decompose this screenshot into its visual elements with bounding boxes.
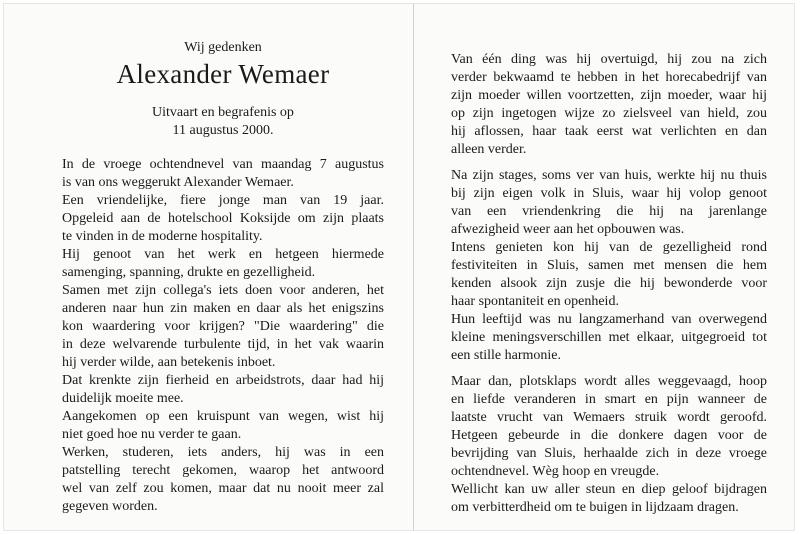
text-line: kleine meningsverschillen met elkaar, uitgegroeid tot	[451, 330, 767, 345]
text-line: patstelling terecht gekomen, waarop het antwoord	[62, 463, 384, 478]
text-line: op zijn ingetogen wijze zo zielsveel van hield, zou	[451, 106, 767, 121]
text-line: anderen naar hun zin maken en daar als het enigszins	[62, 301, 384, 316]
paragraph-gap	[451, 159, 767, 167]
paragraph-gap	[451, 365, 767, 373]
text-line: Hetgeen gebeurde in die donkere dagen voor de	[451, 428, 767, 443]
text-line: Een vriendelijke, fiere jonge man van 19 jaar.	[62, 193, 384, 208]
text-line: Aangekomen op een kruispunt van wegen, wist hij	[62, 409, 384, 424]
text-line: om verbitterdheid om te buigen in lijdzaam dragen.	[451, 500, 739, 515]
text-line: is van ons weggerukt Alexander Wemaer.	[62, 175, 294, 190]
text-line: festiviteiten in Sluis, samen met mensen die hem	[451, 258, 767, 273]
right-text-block	[451, 51, 767, 517]
text-line: bij zijn eigen volk in Sluis, waar hij volop genoot	[451, 186, 767, 201]
text-line: Hij genoot van het werk en hetgeen hiermede	[62, 247, 384, 262]
text-line: samenging, spanning, drukte en gezelligheid.	[62, 265, 316, 280]
text-line: wel van zelf zou komen, maar dat nu nooit meer zal	[62, 481, 384, 496]
text-line: ochtendnevel. Wèg hoop en vreugde.	[451, 464, 660, 479]
text-line: Intens genieten kon hij van de gezelligheid rond	[451, 240, 767, 255]
text-line: kon waardering voor krijgen? "Die waardering" die	[62, 319, 384, 334]
intro-text: Wij gedenken	[184, 40, 262, 55]
text-line: Maar dan, plotsklaps wordt alles weggevaagd, hoop	[451, 374, 767, 389]
text-line: duidelijk moeite mee.	[62, 391, 184, 406]
funeral-notice: Uitvaart en begrafenis op	[152, 105, 294, 120]
text-line: hij aflossen, haar taak eerst wat verlichten en dan	[451, 124, 767, 139]
text-line: afwezigheid weer aan het opbouwen was.	[451, 222, 685, 237]
text-line: bevrijding van Sluis, herhaalde zich in deze vroege	[451, 446, 767, 461]
text-line: van een vriendenkring die hij na jarenlange	[451, 204, 767, 219]
text-line: Samen met zijn collega's iets doen voor anderen, het	[62, 283, 384, 298]
text-line: laatste vrucht van Wemaers struik wordt geroofd.	[451, 410, 767, 425]
text-line: en liefde veranderen in smart en pijn wanneer de	[451, 392, 767, 407]
text-line: Hun leeftijd was nu langzamerhand van overwegend	[451, 312, 767, 327]
text-line: haar spontaniteit en openheid.	[451, 294, 619, 309]
text-line: alleen verder.	[451, 142, 527, 157]
text-line: Na zijn stages, soms ver van huis, werkte hij nu thuis	[451, 168, 767, 183]
text-line: in deze welvarende turbulente tijd, in het vak waarin	[62, 337, 384, 352]
text-line: Dat krenkte zijn fierheid en arbeidstrots, daar had hij	[62, 373, 384, 388]
funeral-date: 11 augustus 2000.	[172, 123, 274, 138]
text-line: Werken, studeren, iets anders, hij was in een	[62, 445, 384, 460]
text-line: Van één ding was hij overtuigd, hij zou na zich	[451, 52, 767, 67]
text-line: In de vroege ochtendnevel van maandag 7 augustus	[62, 157, 384, 172]
text-line: Wellicht kan uw aller steun en diep geloof bijdragen	[451, 482, 767, 497]
text-line: niet goed hoe nu verder te gaan.	[62, 427, 242, 442]
text-line: kenden alsook zijn zusje die hij bewonderde voor	[451, 276, 767, 291]
left-text-block	[62, 156, 384, 516]
text-line: een stille harmonie.	[451, 348, 562, 363]
text-line: zijn moeder willen voortzetten, zijn moeder, waar hij	[451, 88, 767, 103]
text-line: te vinden in de moderne hospitality.	[62, 229, 263, 244]
text-line: verder bekwaamd te hebben in het horecabedrijf van	[451, 70, 767, 85]
card-fold-line	[413, 4, 414, 530]
text-line: hij verder wilde, aan betekenis inboet.	[62, 355, 276, 370]
text-line: gegeven worden.	[62, 499, 158, 514]
text-line: Opgeleid aan de hotelschool Koksijde om zijn plaats	[62, 211, 384, 226]
deceased-name: Alexander Wemaer	[116, 59, 330, 89]
